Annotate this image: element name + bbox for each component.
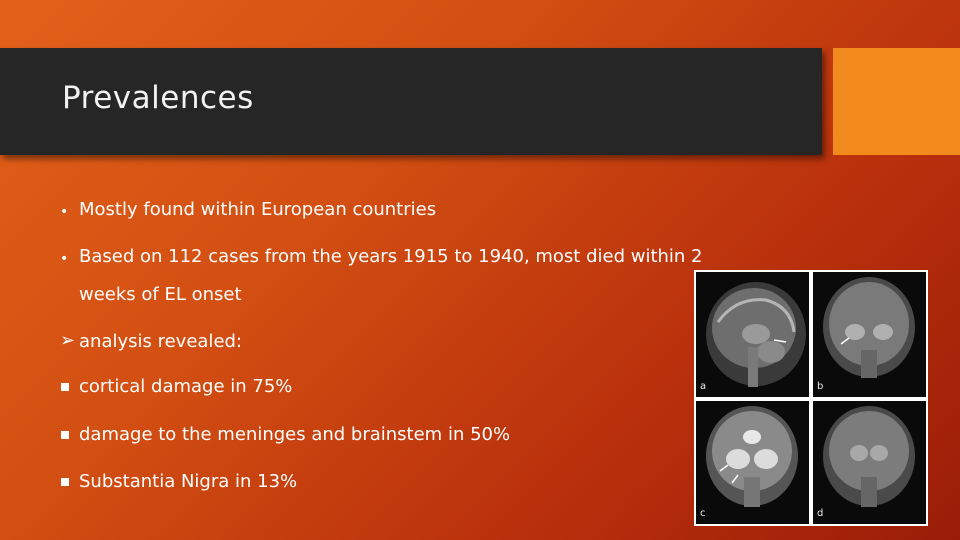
arrow-bullet-icon: ➢ [60,330,76,351]
image-label-c: c [700,508,706,519]
mri-image-b [813,272,926,397]
mri-image-a [696,272,809,397]
square-bullet-icon [61,478,69,486]
sub-item-1: cortical damage in 75% [79,376,293,397]
bullet-dot: • [60,251,69,267]
bullet-text-1: Mostly found within European countries [79,199,437,220]
square-bullet-icon [61,383,69,391]
sub-item-2: damage to the meninges and brainstem in 50% [79,424,511,445]
image-label-d: d [817,508,824,519]
bullet-text-2: Based on 112 cases from the years 1915 to 1940, most died within 2 [79,246,703,267]
slide-title: Prevalences [62,80,254,116]
square-bullet-icon [61,431,69,439]
image-label-a: a [700,381,707,392]
image-label-b: b [817,381,824,392]
bullet-text-2-continued: weeks of EL onset [79,284,242,305]
mri-image-figure [694,270,928,526]
mri-image-c [696,401,809,524]
bullet-dot: • [60,204,69,220]
mri-image-d [813,401,926,524]
sub-item-3: Substantia Nigra in 13% [79,471,298,492]
arrow-item-text: analysis revealed: [79,331,243,352]
